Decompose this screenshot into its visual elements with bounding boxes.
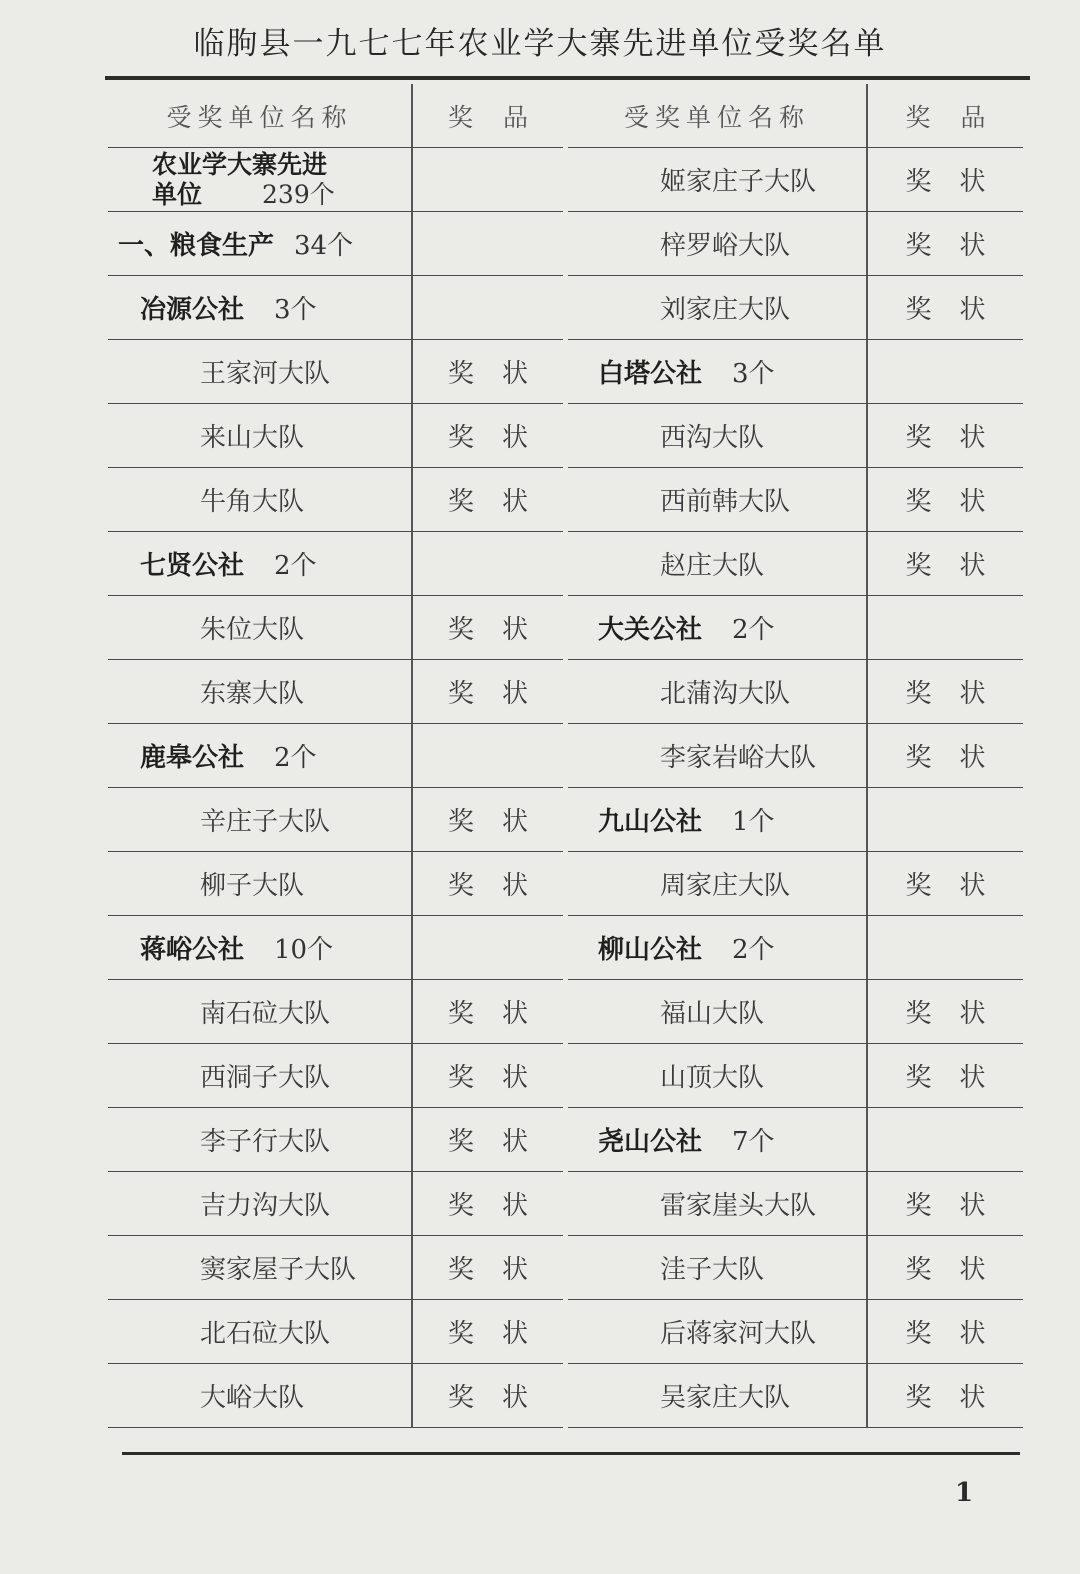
overall-line1: 农业学大寨先进	[152, 149, 328, 179]
prize-cell: 奖状	[868, 1172, 1023, 1236]
brigade-name: 赵庄大队	[568, 532, 868, 596]
commune-name: 柳山公社	[598, 935, 703, 965]
commune-name: 白塔公社	[598, 359, 703, 389]
prize-cell: 奖状	[413, 1364, 563, 1428]
commune-count: 3个	[732, 359, 775, 389]
commune-heading	[568, 596, 868, 660]
prize-cell: 奖状	[413, 1236, 563, 1300]
commune-name: 大关公社	[598, 615, 703, 645]
commune-count: 2个	[274, 743, 317, 773]
overall-total-label	[108, 148, 413, 212]
prize-cell: 奖状	[868, 404, 1023, 468]
brigade-name: 牛角大队	[108, 468, 413, 532]
commune-heading	[108, 276, 413, 340]
overall-line2	[152, 180, 335, 210]
prize-cell: 奖状	[413, 980, 563, 1044]
prize-cell	[868, 1108, 1023, 1172]
commune-heading	[568, 340, 868, 404]
commune-heading	[108, 916, 413, 980]
column-header-prize: 奖品	[413, 84, 563, 148]
brigade-name: 姬家庄子大队	[568, 148, 868, 212]
commune-count: 1个	[732, 807, 775, 837]
prize-cell: 奖状	[413, 468, 563, 532]
brigade-name: 北蒲沟大队	[568, 660, 868, 724]
overall-line2-text: 单位	[152, 179, 203, 209]
brigade-name: 吉力沟大队	[108, 1172, 413, 1236]
bottom-rule	[122, 1452, 1020, 1455]
prize-cell	[413, 916, 563, 980]
commune-count: 2个	[732, 935, 775, 965]
prize-cell: 奖状	[413, 852, 563, 916]
brigade-name: 梓罗峪大队	[568, 212, 868, 276]
category-count: 34个	[294, 231, 354, 261]
prize-cell: 奖状	[868, 1364, 1023, 1428]
brigade-name: 西沟大队	[568, 404, 868, 468]
brigade-name: 洼子大队	[568, 1236, 868, 1300]
left-table	[108, 84, 563, 1428]
prize-cell	[868, 788, 1023, 852]
brigade-name: 北石砬大队	[108, 1300, 413, 1364]
commune-count: 2个	[732, 615, 775, 645]
prize-cell	[868, 596, 1023, 660]
category-name: 一、粮食生产	[118, 231, 275, 261]
brigade-name: 来山大队	[108, 404, 413, 468]
prize-cell	[413, 212, 563, 276]
prize-cell: 奖状	[868, 660, 1023, 724]
prize-cell: 奖状	[868, 1300, 1023, 1364]
prize-cell: 奖状	[868, 276, 1023, 340]
prize-cell: 奖状	[868, 468, 1023, 532]
commune-name: 七贤公社	[140, 551, 245, 581]
commune-name: 冶源公社	[140, 295, 245, 325]
prize-cell	[413, 148, 563, 212]
commune-name: 鹿皋公社	[140, 743, 245, 773]
prize-cell: 奖状	[413, 404, 563, 468]
brigade-name: 王家河大队	[108, 340, 413, 404]
brigade-name: 东寨大队	[108, 660, 413, 724]
prize-cell: 奖状	[868, 532, 1023, 596]
commune-count: 10个	[274, 935, 334, 965]
commune-count: 7个	[732, 1127, 775, 1157]
column-header-name: 受奖单位名称	[108, 84, 413, 148]
brigade-name: 山顶大队	[568, 1044, 868, 1108]
column-header-name: 受奖单位名称	[568, 84, 868, 148]
prize-cell: 奖状	[413, 788, 563, 852]
prize-cell	[413, 724, 563, 788]
commune-heading	[108, 532, 413, 596]
brigade-name: 大峪大队	[108, 1364, 413, 1428]
page-title: 临朐县一九七七年农业学大寨先进单位受奖名单	[193, 26, 887, 62]
category-heading	[108, 212, 413, 276]
prize-cell: 奖状	[868, 852, 1023, 916]
brigade-name: 雷家崖头大队	[568, 1172, 868, 1236]
brigade-name: 南石砬大队	[108, 980, 413, 1044]
commune-heading	[108, 724, 413, 788]
brigade-name: 周家庄大队	[568, 852, 868, 916]
prize-cell: 奖状	[413, 1172, 563, 1236]
prize-cell	[868, 916, 1023, 980]
prize-cell: 奖状	[413, 1108, 563, 1172]
prize-cell	[413, 276, 563, 340]
prize-cell: 奖状	[413, 596, 563, 660]
brigade-name: 李家岩峪大队	[568, 724, 868, 788]
brigade-name: 窦家屋子大队	[108, 1236, 413, 1300]
page-number: 1	[955, 1478, 974, 1508]
commune-heading	[568, 1108, 868, 1172]
brigade-name: 西洞子大队	[108, 1044, 413, 1108]
brigade-name: 柳子大队	[108, 852, 413, 916]
brigade-name: 辛庄子大队	[108, 788, 413, 852]
prize-cell: 奖状	[413, 1300, 563, 1364]
prize-cell	[413, 532, 563, 596]
brigade-name: 李子行大队	[108, 1108, 413, 1172]
commune-count: 3个	[274, 295, 317, 325]
column-header-prize: 奖品	[868, 84, 1023, 148]
commune-name: 尧山公社	[598, 1127, 703, 1157]
brigade-name: 后蒋家河大队	[568, 1300, 868, 1364]
prize-cell: 奖状	[868, 724, 1023, 788]
commune-count: 2个	[274, 551, 317, 581]
prize-cell: 奖状	[413, 660, 563, 724]
brigade-name: 朱位大队	[108, 596, 413, 660]
prize-cell: 奖状	[868, 212, 1023, 276]
prize-cell: 奖状	[868, 980, 1023, 1044]
brigade-name: 福山大队	[568, 980, 868, 1044]
prize-cell: 奖状	[413, 1044, 563, 1108]
commune-heading	[568, 916, 868, 980]
brigade-name: 西前韩大队	[568, 468, 868, 532]
prize-cell: 奖状	[868, 1236, 1023, 1300]
prize-cell: 奖状	[868, 148, 1023, 212]
prize-cell: 奖状	[413, 340, 563, 404]
prize-cell: 奖状	[868, 1044, 1023, 1108]
commune-name: 蒋峪公社	[140, 935, 245, 965]
commune-name: 九山公社	[598, 807, 703, 837]
top-rule	[105, 76, 1030, 80]
prize-cell	[868, 340, 1023, 404]
brigade-name: 刘家庄大队	[568, 276, 868, 340]
brigade-name: 吴家庄大队	[568, 1364, 868, 1428]
commune-heading	[568, 788, 868, 852]
right-table	[568, 84, 1023, 1428]
overall-count: 239个	[262, 179, 335, 209]
